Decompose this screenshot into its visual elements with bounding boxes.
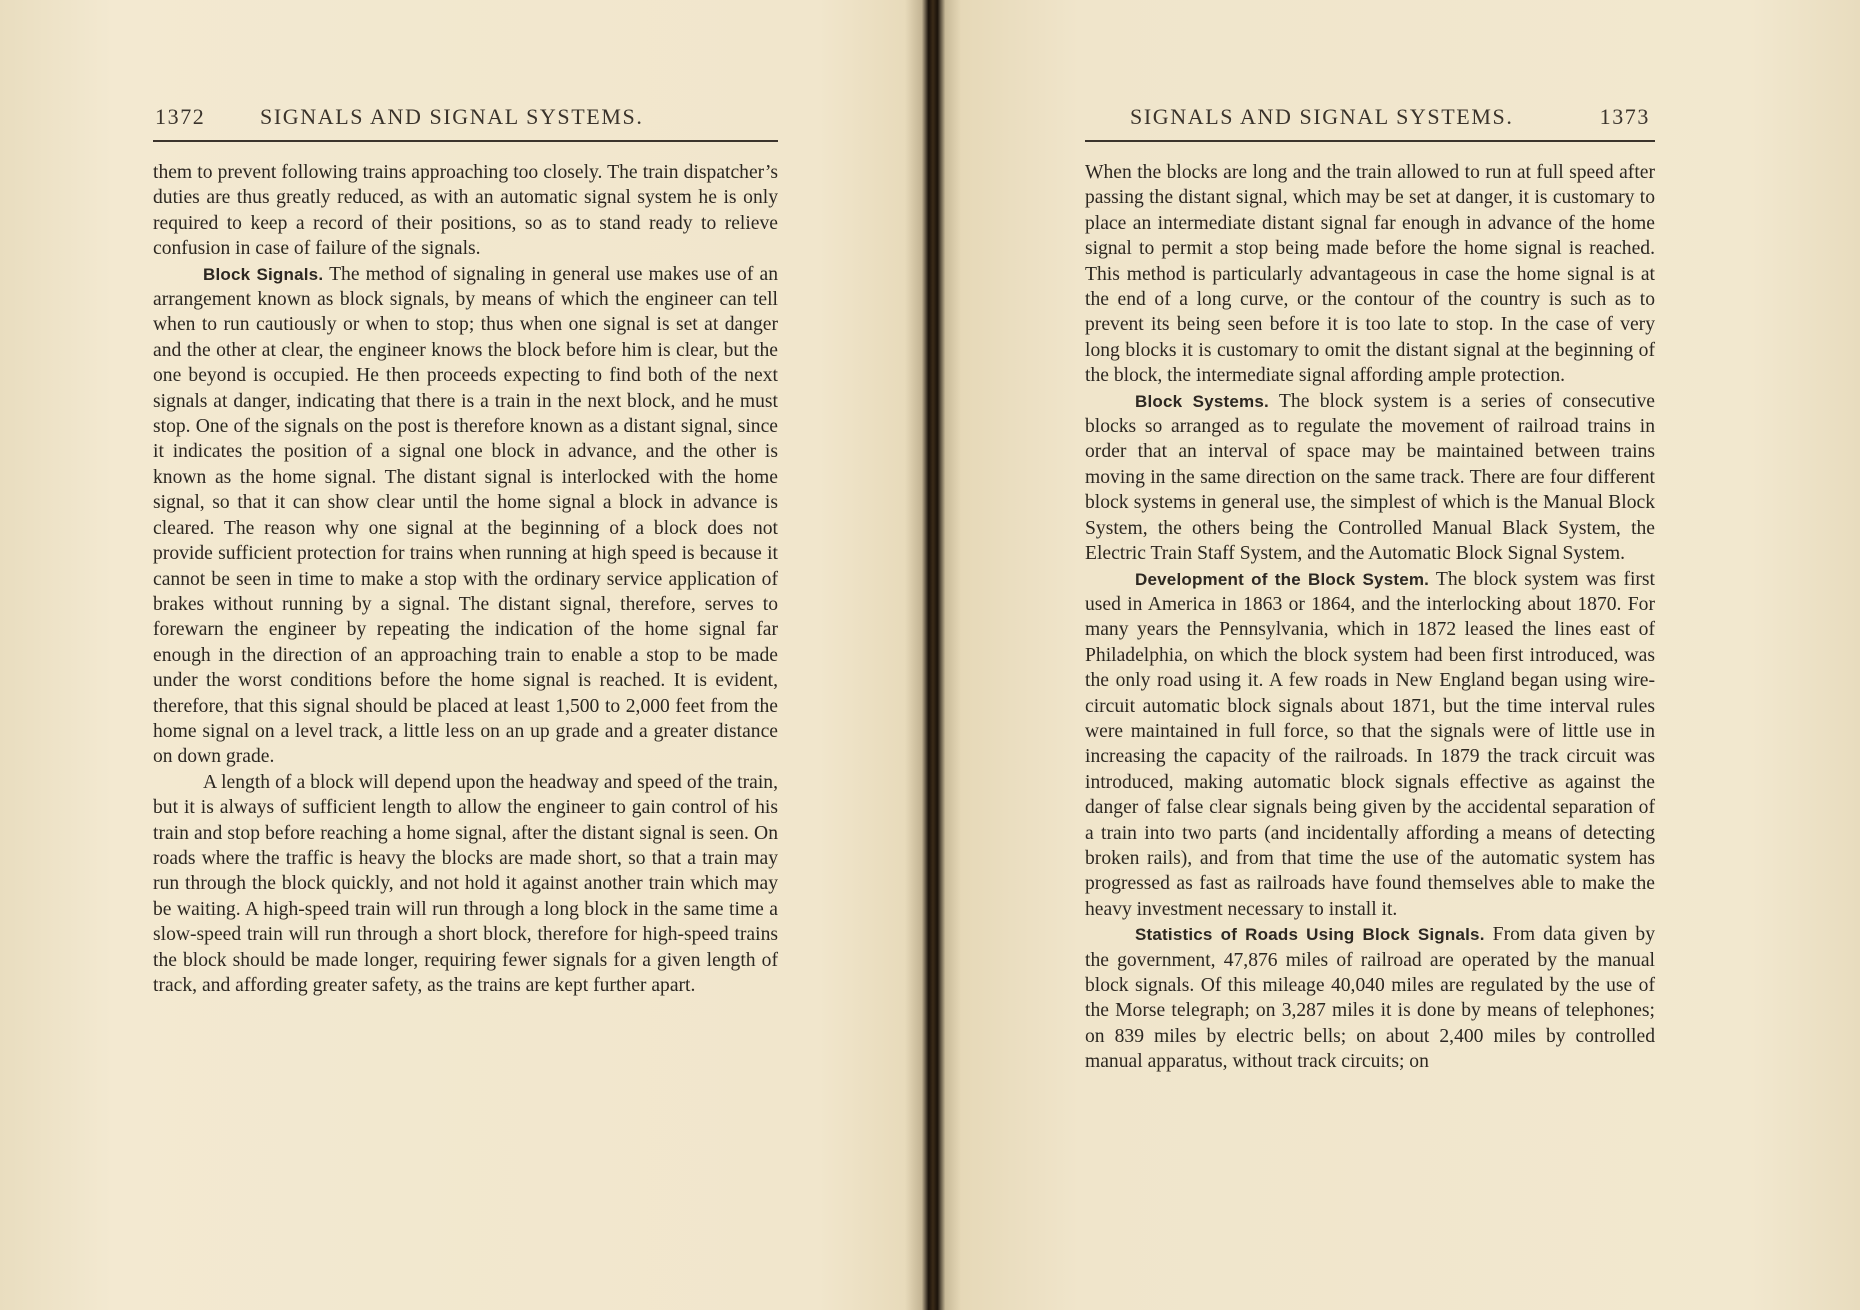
paragraph-text: From data given by the government, 47,876 miles of railroad are operated by the manual block signals. Of this mileage 40,040 miles are regulated by the use of the Morse telegraph; on 3,287 miles it is done by means of telephones; on 839 miles by electric bells; on about 2,400 miles by controlled manual apparatus, without track circuits; on (1085, 924, 1656, 1073)
left-page-number: 1372 (155, 104, 206, 129)
right-running-title: SIGNALS AND SIGNAL SYSTEMS. (1130, 104, 1514, 129)
paragraph-text: When the blocks are long and the train allowed to run at full speed after passing the distant signal, which may be set at danger, it is customary to place an intermediate distant signal far enough in advance of the home signal to permit a stop being made before the home signal is reached. This method is particularly advantageous in case the home signal is at the end of a long curve, or the contour of the country is such as to prevent its being seen before it is too late to stop. In the case of very long blocks it is customary to omit the distant signal at the beginning of the block, the intermediate signal affording ample protection. (1085, 162, 1655, 387)
left-running-head (155, 104, 775, 134)
right-page-number: 1373 (1599, 104, 1650, 129)
paragraph-text: A length of a block will depend upon the headway and speed of the train, but it is always of sufficient length to allow the engineer to gain control of his train and stop before reaching a home signal, after the distant signal is seen. On roads where the traffic is heavy the blocks are made short, so that a train may run through the block quickly, and not hold it against another train which may be waiting. A high-speed train will run through a long block in the same time a slow-speed train will run through a short block, therefore for high-speed trains the block should be made longer, requiring fewer signals for a given length of track, and affording greater safety, as the trains are kept further apart. (153, 771, 778, 996)
paragraph (153, 160, 778, 262)
paragraph (153, 262, 778, 770)
section-heading: Development of the Block System. (1135, 569, 1430, 589)
paragraph-text: The block system was first used in America in 1863 or 1864, and the interlocking about 1870. For many years the Pennsylvania, which in 1872 leased the lines east of Philadelphia, on which the block system had been first introduced, was the only road using it. A few roads in New England began using wire-circuit automatic block signals about 1871, but the time interval rules were maintained in full force, so that the signals were of little use in increasing the capacity of the railroads. In 1879 the track circuit was introduced, making automatic block signals effective as against the danger of false clear signals being given by the accidental separation of a train into two parts (and incidentally affording a means of detecting broken rails), and from that time the use of the automatic system has progressed as fast as railroads have found themselves able to make the heavy investment necessary to install it. (1085, 568, 1656, 920)
right-running-head (1130, 104, 1650, 134)
paragraph (1085, 389, 1655, 567)
left-header-rule (153, 140, 778, 142)
section-heading: Statistics of Roads Using Block Signals. (1135, 925, 1485, 945)
left-running-title: SIGNALS AND SIGNAL SYSTEMS. (260, 104, 644, 129)
paragraph-text: The method of signaling in general use makes use of an arrangement known as block signals, by means of which the engineer can tell when to run cautiously or when to stop; thus when one signal is set at danger and the other at clear, the engineer knows the block before him is clear, but the one beyond is occupied. He then proceeds expecting to find both of the next signals at danger, indicating that there is a train in the next block, and he must stop. One of the signals on the post is therefore known as a distant signal, since it indicates the position of a signal one block in advance, and the other is known as the home signal. The distant signal is interlocked with the home signal, so that it can show clear until the home signal a block in advance is cleared. The reason why one signal at the beginning of a block does not provide sufficient protection for trains when running at high speed is because it cannot be seen in time to make a stop with the ordinary service application of brakes without running by a signal. The distant signal, therefore, serves to forewarn the engineer by repeating the indication of the home signal far enough in the direction of an approaching train to enable a stop to be made under the worst conditions before the home signal is reached. It is evident, therefore, that this signal should be placed at least 1,500 to 2,000 feet from the home signal on a level track, a little less on an up grade and a greater distance on down grade. (153, 263, 778, 768)
paragraph (153, 770, 778, 999)
left-body-text (153, 160, 778, 998)
section-heading: Block Systems. (1135, 391, 1269, 411)
right-page (930, 0, 1860, 1310)
paragraph (1085, 922, 1655, 1074)
right-header-rule (1085, 140, 1655, 142)
right-body-text (1085, 160, 1655, 1075)
section-heading: Block Signals. (203, 264, 324, 284)
paragraph (1085, 160, 1655, 389)
paragraph (1085, 567, 1655, 923)
paragraph-text: them to prevent following trains approaching too closely. The train dispatcher’s duties are thus greatly reduced, as with an automatic signal system he is only required to keep a record of their positions, so as to stand ready to relieve confusion in case of failure of the signals. (153, 162, 778, 260)
paragraph-text: The block system is a series of consecutive blocks so arranged as to regulate the movement of railroad trains in order that an interval of space may be maintained between trains moving in the same direction on the same track. There are four different block systems in general use, the simplest of which is the Manual Block System, the others being the Controlled Manual Black System, the Electric Train Staff System, and the Automatic Block Signal System. (1085, 390, 1655, 565)
